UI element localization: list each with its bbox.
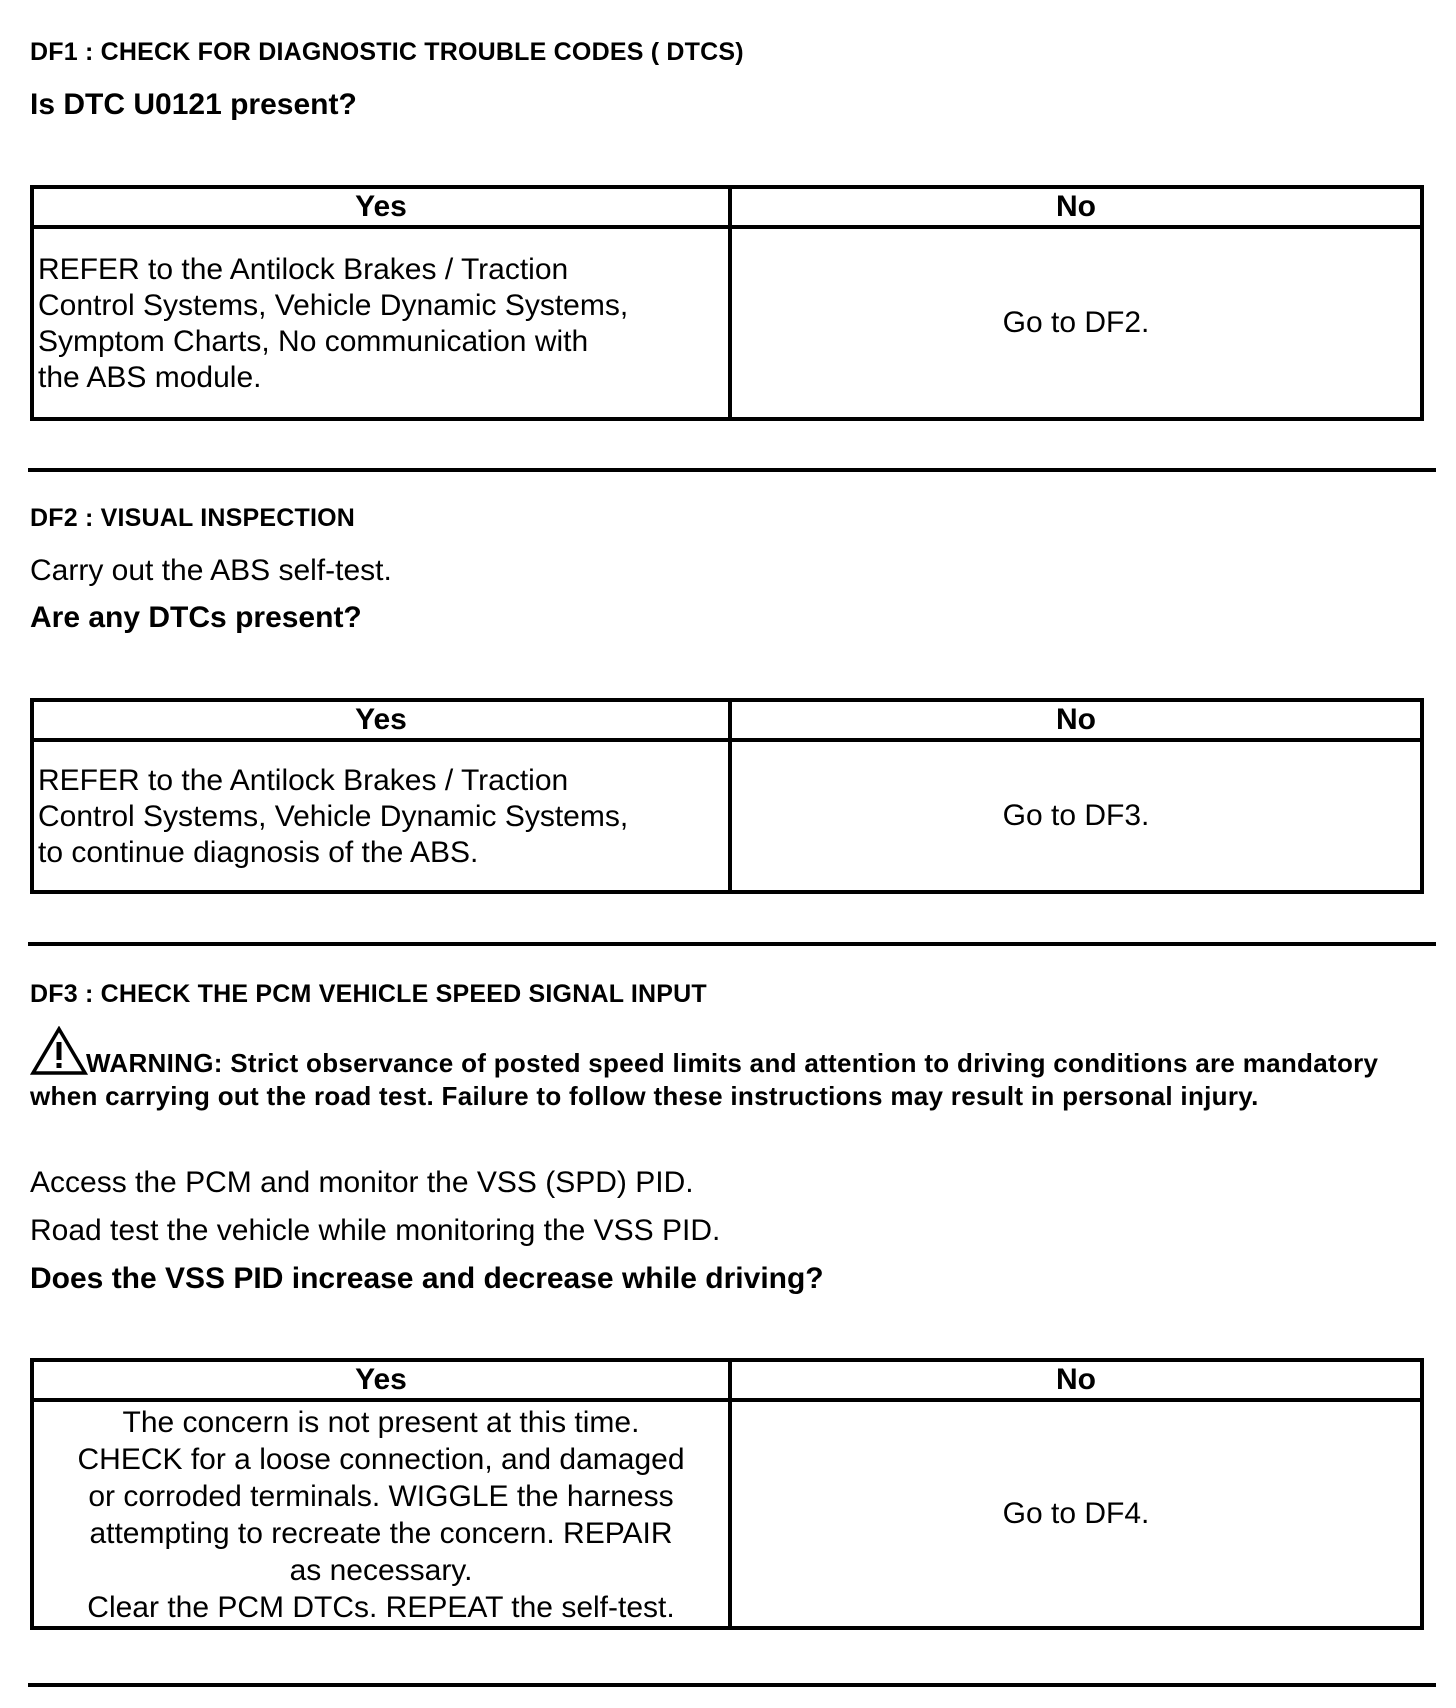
df1-yes-header: Yes	[32, 187, 730, 227]
df3-no-header: No	[730, 1360, 1422, 1400]
df2-heading: DF2 : VISUAL INSPECTION	[30, 504, 356, 532]
df3-warning-text: WARNING: Strict observance of posted speed limits and attention to driving conditions are mandatory when carrying out the road test. Failure to follow these instructions may result in personal injury.	[30, 1048, 1379, 1111]
divider	[28, 1683, 1436, 1687]
df3-instruction2: Road test the vehicle while monitoring the VSS PID.	[30, 1214, 721, 1247]
df1-question: Is DTC U0121 present?	[30, 88, 357, 121]
df1-section	[30, 38, 1430, 67]
df2-question: Are any DTCs present?	[30, 601, 362, 634]
divider	[28, 942, 1436, 946]
df2-no-header: No	[730, 700, 1422, 740]
df1-no-header: No	[730, 187, 1422, 227]
df2-yes-header: Yes	[32, 700, 730, 740]
df1-heading: DF1 : CHECK FOR DIAGNOSTIC TROUBLE CODES ( DTCS)	[30, 38, 744, 66]
df3-table	[30, 1358, 1424, 1630]
df1-no-cell: Go to DF2.	[730, 227, 1422, 419]
divider	[28, 468, 1436, 472]
df2-table	[30, 698, 1424, 894]
df2-instruction: Carry out the ABS self-test.	[30, 554, 392, 587]
df2-question-block	[30, 601, 1430, 635]
df3-instruction1-block	[30, 1166, 1430, 1200]
df3-yes-header: Yes	[32, 1360, 730, 1400]
df3-instruction1: Access the PCM and monitor the VSS (SPD) PID.	[30, 1166, 694, 1199]
df3-heading: DF3 : CHECK THE PCM VEHICLE SPEED SIGNAL INPUT	[30, 980, 707, 1008]
df1-table	[30, 185, 1424, 421]
df3-section	[30, 980, 1430, 1009]
df1-question-block	[30, 88, 1430, 122]
df1-yes-cell: REFER to the Antilock Brakes / Traction Control Systems, Vehicle Dynamic Systems, Symptom Charts, No communication with the ABS module.	[32, 227, 730, 419]
df3-yes-cell: The concern is not present at this time. CHECK for a loose connection, and damaged or corroded terminals. WIGGLE the harness attempting to recreate the concern. REPAIR as necessary. Clear the PCM DTCs. REPEAT the self-test.	[32, 1400, 730, 1628]
df3-no-cell: Go to DF4.	[730, 1400, 1422, 1628]
df3-question: Does the VSS PID increase and decrease while driving?	[30, 1262, 824, 1295]
df2-no-cell: Go to DF3.	[730, 740, 1422, 892]
warning-triangle-icon	[30, 1026, 88, 1076]
df2-section	[30, 504, 1430, 533]
df3-instruction2-block	[30, 1214, 1430, 1248]
df2-instruction-block	[30, 554, 1430, 588]
df3-question-block	[30, 1262, 1430, 1296]
df3-warning	[30, 1026, 1430, 1113]
df2-yes-cell: REFER to the Antilock Brakes / Traction Control Systems, Vehicle Dynamic Systems, to continue diagnosis of the ABS.	[32, 740, 730, 892]
